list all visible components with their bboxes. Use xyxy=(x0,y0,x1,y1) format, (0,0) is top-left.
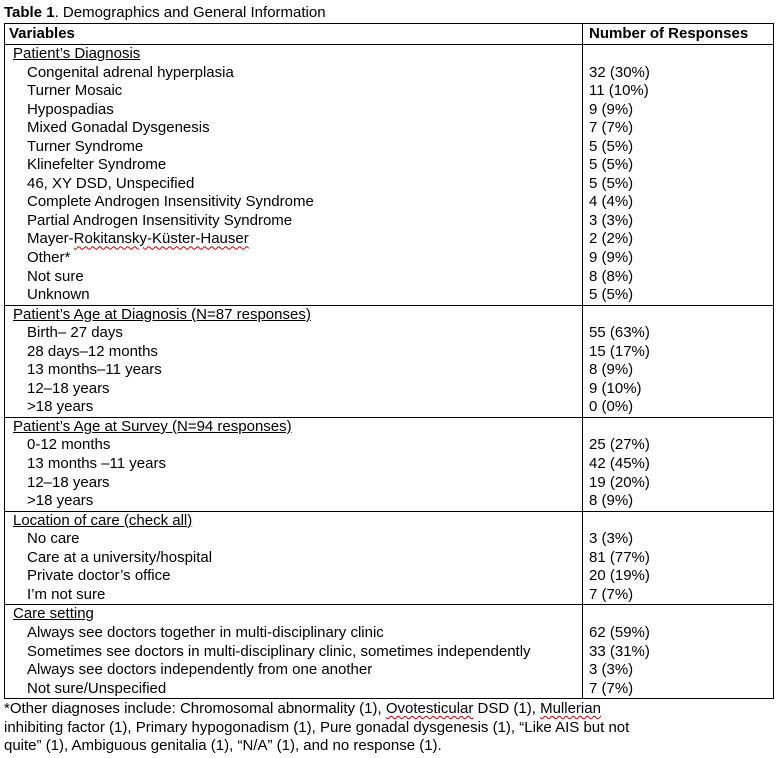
section-title-spacer xyxy=(583,418,773,437)
row-response-count: 25 (27%) xyxy=(589,436,650,454)
section-responses-cell xyxy=(583,418,773,511)
section-title: Patient’s Age at Survey (N=94 responses) xyxy=(13,417,292,435)
spellcheck-underline: Mullerian xyxy=(540,700,601,717)
table-caption-label: Table 1 xyxy=(4,4,55,21)
section-variables-cell xyxy=(5,45,583,305)
row-response-count: 9 (10%) xyxy=(589,379,642,397)
row-response-count: 9 (9%) xyxy=(589,100,634,118)
section-title-spacer xyxy=(583,605,773,624)
row-variable: Not sure/Unspecified xyxy=(27,679,167,697)
row-variable: Hypospadias xyxy=(27,100,114,118)
row-response-count: 7 (7%) xyxy=(589,119,634,137)
row-variable: No care xyxy=(27,530,80,548)
row-variable: 46, XY DSD, Unspecified xyxy=(27,174,195,192)
section-responses-cell xyxy=(583,306,773,417)
section-title: Care setting xyxy=(13,605,94,623)
row-variable: Complete Androgen Insensitivity Syndrome xyxy=(27,193,314,211)
row-variable: Klinefelter Syndrome xyxy=(27,156,167,174)
row-variable: Mayer-Rokitansky-Küster-Hauser xyxy=(27,230,249,248)
row-response-count: 5 (5%) xyxy=(589,137,634,155)
table-caption-text: . Demographics and General Information xyxy=(54,4,326,21)
spellcheck-underline: Rokitansky-Küster-Hauser xyxy=(73,230,249,248)
table-section xyxy=(5,512,773,606)
row-variable: Private doctor’s office xyxy=(27,567,171,585)
row-response-count: 19 (20%) xyxy=(589,473,650,491)
row-variable: >18 years xyxy=(27,398,94,416)
table-section xyxy=(5,605,773,698)
section-title: Location of care (check all) xyxy=(13,511,193,529)
row-variable: Care at a university/hospital xyxy=(27,548,213,566)
table-caption xyxy=(4,4,326,22)
row-variable: Partial Androgen Insensitivity Syndrome xyxy=(27,211,293,229)
section-title: Patient’s Age at Diagnosis (N=87 responses) xyxy=(13,305,311,323)
row-response-count: 3 (3%) xyxy=(589,530,634,548)
row-variable: Always see doctors together in multi-disciplinary clinic xyxy=(27,623,384,641)
row-variable: Other* xyxy=(27,249,71,267)
table-section xyxy=(5,418,773,512)
row-variable: Not sure xyxy=(27,267,84,285)
row-response-count: 81 (77%) xyxy=(589,548,650,566)
section-responses-cell xyxy=(583,45,773,305)
row-response-count: 8 (8%) xyxy=(589,267,634,285)
row-variable: Always see doctors independently from one another xyxy=(27,661,373,679)
row-response-count: 3 (3%) xyxy=(589,661,634,679)
section-variables-cell xyxy=(5,418,583,511)
row-variable: 12–18 years xyxy=(27,473,110,491)
footnote xyxy=(4,700,774,756)
section-variables-cell xyxy=(5,605,583,698)
section-title-spacer xyxy=(583,45,773,64)
row-response-count: 5 (5%) xyxy=(589,156,634,174)
section-title: Patient’s Diagnosis xyxy=(13,45,141,62)
section-responses-cell xyxy=(583,512,773,605)
row-variable: I’m not sure xyxy=(27,585,106,603)
row-response-count: 32 (30%) xyxy=(589,63,650,81)
row-response-count: 15 (17%) xyxy=(589,342,650,360)
spellcheck-underline: Ovotesticular xyxy=(385,700,474,717)
section-title-spacer xyxy=(583,306,773,325)
row-variable: Turner Syndrome xyxy=(27,137,144,155)
section-variables-cell xyxy=(5,306,583,417)
row-variable: Turner Mosaic xyxy=(27,82,123,100)
header-number-of-responses: Number of Responses xyxy=(589,25,749,42)
row-response-count: 11 (10%) xyxy=(589,82,649,100)
row-variable: Sometimes see doctors in multi-disciplinary clinic, sometimes independently xyxy=(27,642,531,660)
row-response-count: 42 (45%) xyxy=(589,455,650,473)
footnote-line: inhibiting factor (1), Primary hypogonadism (1), Pure gonadal dysgenesis (1), “Like AIS but not xyxy=(4,718,630,736)
row-variable: 13 months –11 years xyxy=(27,455,166,473)
row-response-count: 5 (5%) xyxy=(589,174,634,192)
section-title-spacer xyxy=(583,512,773,531)
row-variable: 0-12 months xyxy=(27,436,111,454)
row-response-count: 4 (4%) xyxy=(589,193,634,211)
row-response-count: 55 (63%) xyxy=(589,324,650,342)
row-variable: Mixed Gonadal Dysgenesis xyxy=(27,119,210,137)
row-response-count: 2 (2%) xyxy=(589,230,634,248)
demographics-table xyxy=(4,23,774,699)
footnote-line: *Other diagnoses include: Chromosomal abnormality (1), Ovotesticular DSD (1), Mullerian xyxy=(4,700,601,717)
row-variable: 13 months–11 years xyxy=(27,361,162,379)
row-response-count: 7 (7%) xyxy=(589,679,634,697)
row-variable: 12–18 years xyxy=(27,379,110,397)
row-response-count: 20 (19%) xyxy=(589,567,650,585)
header-variables: Variables xyxy=(5,24,583,44)
row-variable: 28 days–12 months xyxy=(27,342,158,360)
table-header-row xyxy=(5,24,773,45)
row-response-count: 9 (9%) xyxy=(589,249,634,267)
section-responses-cell xyxy=(583,605,773,698)
row-response-count: 7 (7%) xyxy=(589,585,634,603)
row-response-count: 33 (31%) xyxy=(589,642,650,660)
row-response-count: 5 (5%) xyxy=(589,286,634,304)
table-section xyxy=(5,45,773,306)
row-variable: Congenital adrenal hyperplasia xyxy=(27,63,234,81)
row-response-count: 62 (59%) xyxy=(589,623,650,641)
row-response-count: 3 (3%) xyxy=(589,211,634,229)
row-response-count: 0 (0%) xyxy=(589,398,634,416)
row-variable: Unknown xyxy=(27,286,90,304)
row-response-count: 8 (9%) xyxy=(589,361,634,379)
row-variable: Birth– 27 days xyxy=(27,324,123,342)
row-variable: >18 years xyxy=(27,492,94,510)
section-variables-cell xyxy=(5,512,583,605)
table-section xyxy=(5,306,773,418)
footnote-line: quite” (1), Ambiguous genitalia (1), “N/A” (1), and no response (1). xyxy=(4,737,442,754)
row-response-count: 8 (9%) xyxy=(589,492,634,510)
